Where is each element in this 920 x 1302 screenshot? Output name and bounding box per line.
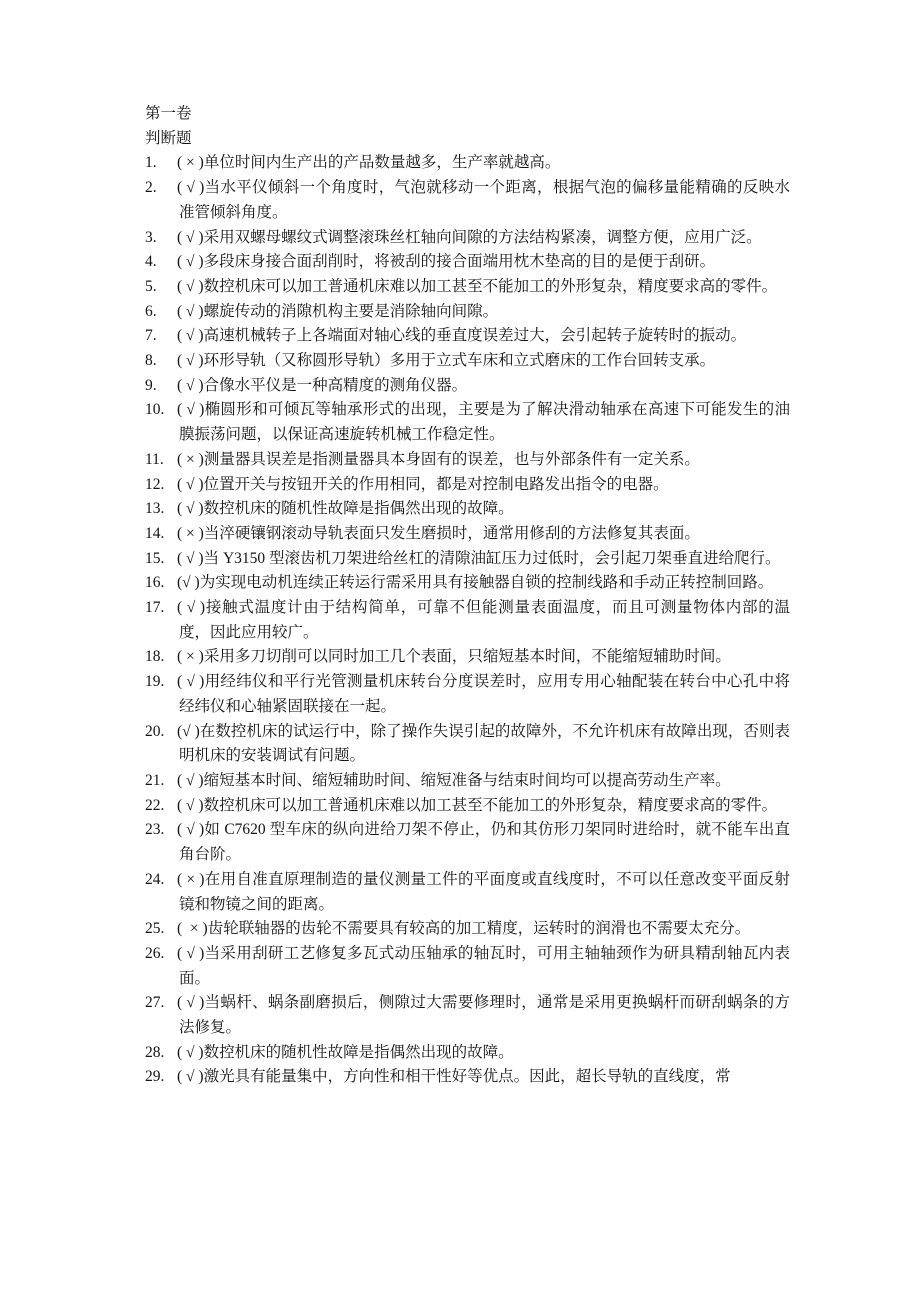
question-text: 当淬硬镶钢滚动导轨表面只发生磨损时，通常用修刮的方法修复其表面。 [203, 524, 700, 542]
question-text: 单位时间内生产出的产品数量越多，生产率就越高。 [203, 154, 561, 172]
volume-title: 第一卷 [145, 105, 192, 122]
answer-mark: ( √ ) [177, 228, 204, 246]
question-number: 13. [145, 500, 165, 518]
question-item [145, 794, 790, 819]
question-item [145, 349, 790, 374]
question-item [145, 547, 790, 572]
answer-mark: ( √ ) [177, 376, 204, 394]
answer-mark: ( √ ) [177, 1043, 204, 1061]
answer-mark: ( √ ) [177, 179, 205, 197]
question-item [145, 497, 790, 522]
question-number: 24. [145, 870, 165, 888]
question-number: 7. [145, 327, 157, 345]
question-text: 多段床身接合面刮削时，将被刮的接合面端用枕木垫高的目的是便于刮研。 [203, 253, 716, 271]
question-text: 缩短基本时间、缩短辅助时间、缩短准备与结束时间均可以提高劳动生产率。 [203, 771, 731, 789]
question-item [145, 226, 790, 251]
question-number: 6. [145, 302, 157, 320]
question-item [145, 250, 790, 275]
question-number: 23. [145, 821, 165, 839]
question-item [145, 596, 790, 645]
question-number: 16. [145, 574, 165, 592]
question-item [145, 868, 790, 917]
answer-mark: ( √ ) [177, 253, 204, 271]
question-number: 8. [145, 352, 157, 370]
question-text: 测量器具误差是指测量器具本身固有的误差，也与外部条件有一定关系。 [203, 450, 700, 468]
question-number: 3. [145, 228, 157, 246]
question-item [145, 1065, 790, 1090]
answer-mark: ( √ ) [177, 277, 204, 295]
question-item [145, 769, 790, 794]
question-item [145, 522, 790, 547]
question-item [145, 275, 790, 300]
question-number: 14. [145, 524, 165, 542]
answer-mark: (√ ) [177, 574, 200, 592]
question-item [145, 991, 790, 1040]
question-number: 19. [145, 673, 165, 691]
question-text: 当采用刮研工艺修复多瓦式动压轴承的轴瓦时，可用主轴轴颈作为研具精刮轴瓦内表面。 [179, 944, 790, 987]
question-number: 18. [145, 648, 165, 666]
question-item [145, 1041, 790, 1066]
question-number: 21. [145, 771, 165, 789]
question-text: 激光具有能量集中，方向性和相干性好等优点。因此，超长导轨的直线度，常 [203, 1068, 731, 1086]
answer-mark: ( √ ) [177, 302, 204, 320]
question-number: 9. [145, 376, 157, 394]
answer-mark: ( √ ) [177, 994, 205, 1012]
question-number: 29. [145, 1068, 165, 1086]
question-item [145, 917, 790, 942]
question-number: 28. [145, 1043, 165, 1061]
question-text: 在数控机床的试运行中，除了操作失误引起的故障外，不允许机床有故障出现，否则表明机床的安装调试有问题。 [179, 722, 790, 765]
question-text: 环形导轨（又称圆形导轨）多用于立式车床和立式磨床的工作台回转支承。 [203, 352, 716, 370]
question-text: 当 Y3150 型滚齿机刀架进给丝杠的清隙油缸压力过低时，会引起刀架垂直进给爬行。 [203, 549, 781, 567]
question-text: 数控机床的随机性故障是指偶然出现的故障。 [203, 1043, 514, 1061]
question-text: 接触式温度计由于结构简单，可靠不但能测量表面温度，而且可测量物体内部的温度，因此应用较广。 [179, 599, 790, 641]
question-number: 17. [145, 599, 165, 617]
answer-mark: ( × ) [177, 920, 208, 938]
question-text: 当蜗杆、蜗条副磨损后，侧隙过大需要修理时，通常是采用更换蜗杆而研刮蜗条的方法修复。 [179, 994, 790, 1037]
question-item [145, 720, 790, 769]
question-number: 15. [145, 549, 165, 567]
answer-mark: ( √ ) [177, 352, 204, 370]
question-number: 2. [145, 179, 157, 197]
answer-mark: ( √ ) [177, 500, 204, 518]
answer-mark: ( √ ) [177, 796, 204, 814]
question-item [145, 374, 790, 399]
question-item [145, 176, 790, 225]
question-list [145, 151, 790, 1090]
question-text: 椭圆形和可倾瓦等轴承形式的出现，主要是为了解决滑动轴承在高速下可能发生的油膜振荡问题，以保证高速旋转机械工作稳定性。 [179, 401, 790, 444]
section-title: 判断题 [145, 129, 192, 147]
question-text: 采用多刀切削可以同时加工几个表面，只缩短基本时间，不能缩短辅助时间。 [203, 648, 731, 666]
question-text: 采用双螺母螺纹式调整滚珠丝杠轴向间隙的方法结构紧凑，调整方便，应用广泛。 [203, 228, 762, 246]
answer-mark: ( √ ) [177, 944, 205, 962]
answer-mark: ( × ) [177, 154, 204, 172]
answer-mark: ( √ ) [177, 673, 205, 691]
answer-mark: (√ ) [177, 722, 200, 740]
question-text: 数控机床的随机性故障是指偶然出现的故障。 [203, 500, 514, 518]
answer-mark: ( × ) [177, 648, 204, 666]
answer-mark: ( √ ) [177, 771, 204, 789]
question-text: 齿轮联轴器的齿轮不需要具有较高的加工精度，运转时的润滑也不需要太充分。 [207, 920, 751, 938]
question-text: 在用自准直原理制造的量仪测量工件的平面度或直线度时，不可以任意改变平面反射镜和物镜之间的距离。 [179, 870, 790, 913]
answer-mark: ( √ ) [177, 1068, 204, 1086]
question-number: 22. [145, 796, 165, 814]
question-item [145, 670, 790, 719]
question-number: 10. [145, 401, 165, 419]
question-number: 20. [145, 722, 165, 740]
question-item [145, 645, 790, 670]
question-item [145, 300, 790, 325]
answer-mark: ( × ) [177, 524, 204, 542]
question-number: 5. [145, 277, 157, 295]
answer-mark: ( √ ) [177, 401, 205, 419]
question-text: 螺旋传动的消隙机构主要是消除轴向间隙。 [203, 302, 499, 320]
question-text: 合像水平仪是一种高精度的测角仪器。 [203, 376, 468, 394]
question-item [145, 151, 790, 176]
question-number: 12. [145, 475, 165, 493]
answer-mark: ( × ) [177, 450, 204, 468]
answer-mark: ( √ ) [177, 549, 204, 567]
answer-mark: ( √ ) [177, 821, 205, 839]
question-text: 为实现电动机连续正转运行需采用具有接触器自锁的控制线路和手动正转控制回路。 [199, 574, 774, 592]
question-text: 用经纬仪和平行光管测量机床转台分度误差时，应用专用心轴配装在转台中心孔中将经纬仪和心轴紧固联接在一起。 [179, 673, 790, 715]
question-item [145, 473, 790, 498]
question-number: 25. [145, 920, 165, 938]
answer-mark: ( √ ) [177, 327, 204, 345]
answer-mark: ( × ) [177, 870, 205, 888]
question-number: 27. [145, 994, 165, 1012]
question-text: 当水平仪倾斜一个角度时，气泡就移动一个距离，根据气泡的偏移量能精确的反映水准管倾斜角度。 [179, 179, 790, 221]
question-text: 数控机床可以加工普通机床难以加工甚至不能加工的外形复杂，精度要求高的零件。 [203, 796, 778, 814]
question-text: 如 C7620 型车床的纵向进给刀架不停止，仍和其仿形刀架同时进给时，就不能车出直角台阶。 [179, 821, 790, 864]
question-text: 位置开关与按钮开关的作用相同，都是对控制电路发出指令的电器。 [203, 475, 669, 493]
question-item [145, 571, 790, 596]
question-number: 26. [145, 944, 165, 962]
answer-mark: ( √ ) [177, 475, 204, 493]
question-item [145, 942, 790, 991]
question-number: 4. [145, 253, 157, 271]
question-text: 数控机床可以加工普通机床难以加工甚至不能加工的外形复杂，精度要求高的零件。 [203, 277, 778, 295]
question-item [145, 398, 790, 447]
question-item [145, 818, 790, 867]
question-item [145, 324, 790, 349]
question-number: 1. [145, 154, 157, 172]
question-text: 高速机械转子上各端面对轴心线的垂直度误差过大，会引起转子旋转时的振动。 [203, 327, 747, 345]
question-number: 11. [145, 450, 164, 468]
question-item [145, 448, 790, 473]
answer-mark: ( √ ) [177, 599, 206, 617]
